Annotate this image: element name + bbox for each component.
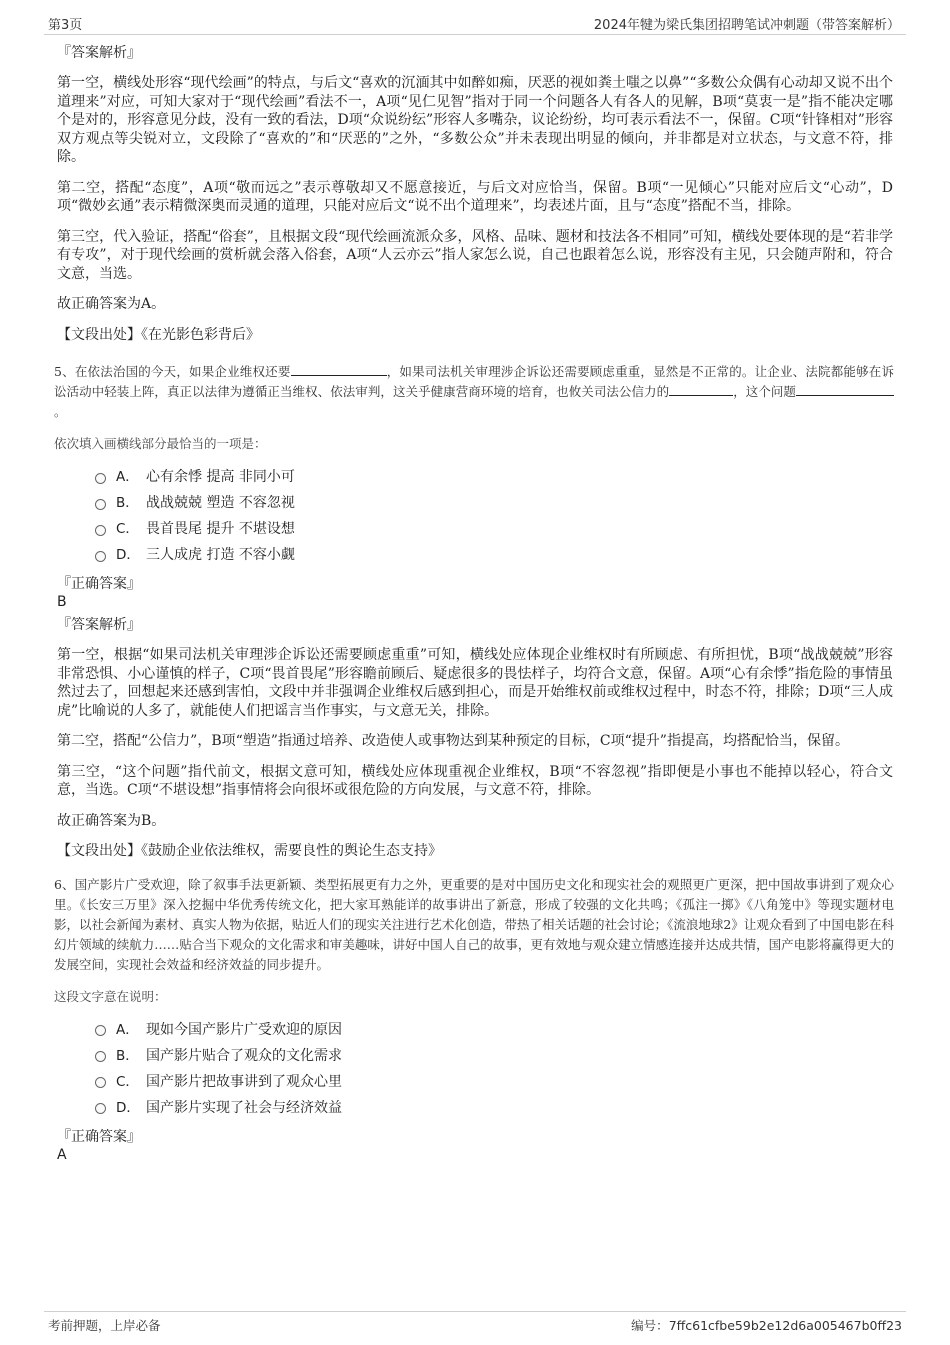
code-value: 7ffc61cfbe59b2e12d6a005467b0ff23 — [668, 1318, 902, 1333]
option-letter: B． — [116, 495, 139, 511]
analysis-label: 『答案解析』 — [57, 617, 141, 633]
radio-icon[interactable] — [95, 473, 106, 484]
option-a[interactable] — [95, 464, 893, 490]
page-header — [44, 10, 906, 35]
question-6-text: 6、国产影片广受欢迎，除了叙事手法更新颖、类型拓展更有力之外，更重要的是对中国历史文化和现实社会的观照更广更深，把中国故事讲到了观众心里。《长安三万里》深入挖掘中华优秀传统文化，把大家耳熟能详的故事讲出了新意，形成了较强的文化共鸣；《孤注一掷》《八角笼中》等现实题材电影，以社会新闻为素材、真实人物为依据，贴近人们的现实关注进行艺术化创造，带热了相关话题的社会讨论；《流浪地球2》让观众看到了中国电影在科幻片领域的续航力……贴合当下观众的文化需求和审美趣味，讲好中国人自己的故事，更有效地与观众建立情感连接并达成共情，国产电影将赢得更大的发展空间，实现社会效益和经济效益的同步提升。 — [54, 876, 894, 972]
fill-blank — [669, 383, 733, 396]
analysis-label: 『答案解析』 — [57, 45, 141, 61]
radio-icon[interactable] — [95, 551, 106, 562]
question-6-options — [95, 1017, 893, 1121]
correct-answer-label: 『正确答案』 — [57, 576, 141, 592]
radio-icon[interactable] — [95, 1051, 106, 1062]
document-code — [631, 1316, 902, 1334]
document-title: 2024年犍为梁氏集团招聘笔试冲刺题（带答案解析） — [593, 18, 900, 33]
option-c[interactable] — [95, 1069, 893, 1095]
option-letter: A． — [116, 469, 139, 485]
option-text: 现如今国产影片广受欢迎的原因 — [146, 1021, 342, 1038]
analysis-conclusion: 故正确答案为A。 — [57, 296, 166, 312]
option-b[interactable] — [95, 1043, 893, 1069]
page-footer — [44, 1311, 906, 1340]
option-letter: B． — [116, 1047, 139, 1064]
analysis-paragraph: 第一空，横线处形容“现代绘画”的特点，与后文“喜欢的沉湎其中如醉如痴，厌恶的视如粪土嗤之以鼻”“多数公众偶有心动却又说不出个道理来”对应，可知大家对于“现代绘画”看法不一，A项“见仁见智”指对于同一个问题各人有各人的见解，B项“莫衷一是”指不能决定哪个是对的，形容意见分歧，没有一致的看法，D项“众说纷纭”形容人多嘴杂，议论纷纷，均可表示看法不一，保留。C项“针锋相对”形容双方观点等尖锐对立，文段除了“喜欢的”和“厌恶的”之外，“多数公众”并未表现出明显的倾向，并非都是对立状态，与文意不符，排除。 — [57, 75, 893, 165]
analysis-paragraph: 第三空，“这个问题”指代前文，根据文意可知，横线处应体现重视企业维权，B项“不容忽视”指即便是小事也不能掉以轻心，符合文意，当选。C项“不堪设想”指事情将会向很坏或很危险的方向发展，与文意不符，排除。 — [57, 763, 893, 798]
question-prompt: 依次填入画横线部分最恰当的一项是： — [54, 436, 267, 451]
radio-icon[interactable] — [95, 1077, 106, 1088]
option-text: 三人成虎 打造 不容小觑 — [146, 547, 295, 563]
radio-icon[interactable] — [95, 1103, 106, 1114]
passage-source: 【文段出处】《鼓励企业依法维权，需要良性的舆论生态支持》 — [57, 843, 442, 859]
option-text: 国产影片实现了社会与经济效益 — [146, 1099, 342, 1116]
analysis-paragraph: 第一空，根据“如果司法机关审理涉企诉讼还需要顾虑重重”可知，横线处应体现企业维权时有所顾虑、有所担忧，B项“战战兢兢”形容非常恐惧、小心谨慎的样子，C项“畏首畏尾”形容瞻前顾后、疑虑很多的畏怯样子，均符合文意，保留。A项“心有余悸”指危险的事情虽然过去了，回想起来还感到害怕，文段中并非强调企业维权后感到担心，而是开始维权前或维权过程中，时态不符，排除；D项“三人成虎”比喻说的人多了，就能使人们把谣言当作事实，与文意无关，排除。 — [57, 647, 893, 719]
option-d[interactable] — [95, 1095, 893, 1121]
option-d[interactable] — [95, 542, 893, 568]
option-text: 国产影片贴合了观众的文化需求 — [146, 1047, 342, 1064]
radio-icon[interactable] — [95, 525, 106, 536]
analysis-paragraph: 第二空，搭配“态度”，A项“敬而远之”表示尊敬却又不愿意接近，与后文对应恰当，保留。B项“一见倾心”只能对应后文“心动”，D项“微妙玄通”表示精微深奥而灵通的道理，只能对应后文“说不出个道理来”，均表述片面，且与“态度”搭配不当，排除。 — [57, 179, 893, 214]
analysis-paragraph: 第三空，代入验证，搭配“俗套”，且根据文段“现代绘画流派众多，风格、品味、题材和技法各不相同”可知，横线处要体现的是“若非学有专攻”，对于现代绘画的赏析就会落入俗套，A项“人云亦云”指人家怎么说，自己也跟着怎么说，形容没有主见，只会随声附和，符合文意，当选。 — [57, 228, 893, 282]
analysis-conclusion: 故正确答案为B。 — [57, 812, 166, 829]
question-prompt: 这段文字意在说明： — [54, 988, 167, 1004]
option-text: 战战兢兢 塑造 不容忽视 — [146, 495, 295, 511]
radio-icon[interactable] — [95, 1025, 106, 1036]
option-text: 心有余悸 提高 非同小可 — [146, 469, 295, 485]
option-letter: C． — [116, 521, 139, 537]
question-text-part: 5、在依法治国的今天，如果企业维权还要 — [54, 364, 291, 379]
option-b[interactable] — [95, 490, 893, 516]
option-text: 畏首畏尾 提升 不堪设想 — [146, 521, 295, 537]
correct-answer: B — [57, 594, 67, 610]
option-text: 国产影片把故事讲到了观众心里 — [146, 1073, 342, 1090]
fill-blank — [291, 363, 387, 376]
page-content — [54, 44, 894, 1169]
option-letter: D． — [116, 547, 140, 563]
passage-source: 【文段出处】《在光影色彩背后》 — [57, 326, 260, 343]
question-text-part: ，如果司法机关审理涉企诉讼还需要顾虑重重，显然是不正常的。让企业、法院都能够在诉讼活动中轻装上阵，真正以法律为遵循正当维权、依法审判，这关乎健康营商环境的培育，也攸关司法公信力的 — [54, 364, 894, 399]
option-letter: C． — [116, 1073, 139, 1090]
question-5-text — [54, 362, 894, 422]
fill-blank — [796, 383, 894, 396]
question-5-options — [95, 464, 893, 568]
option-letter: D． — [116, 1099, 140, 1116]
radio-icon[interactable] — [95, 499, 106, 510]
correct-answer-label: 『正确答案』 — [57, 1128, 141, 1145]
question-text-part: ，这个问题 — [733, 384, 796, 399]
option-a[interactable] — [95, 1017, 893, 1043]
correct-answer: A — [57, 1146, 67, 1163]
footer-slogan: 考前押题，上岸必备 — [48, 1318, 161, 1333]
option-letter: A． — [116, 1021, 139, 1038]
question-text-part: 。 — [54, 404, 67, 419]
analysis-paragraph: 第二空，搭配“公信力”，B项“塑造”指通过培养、改造使人或事物达到某种预定的目标，C项“提升”指提高，均搭配恰当，保留。 — [57, 733, 849, 749]
page-number: 第3页 — [48, 18, 83, 33]
code-label: 编号： — [631, 1318, 669, 1333]
option-c[interactable] — [95, 516, 893, 542]
